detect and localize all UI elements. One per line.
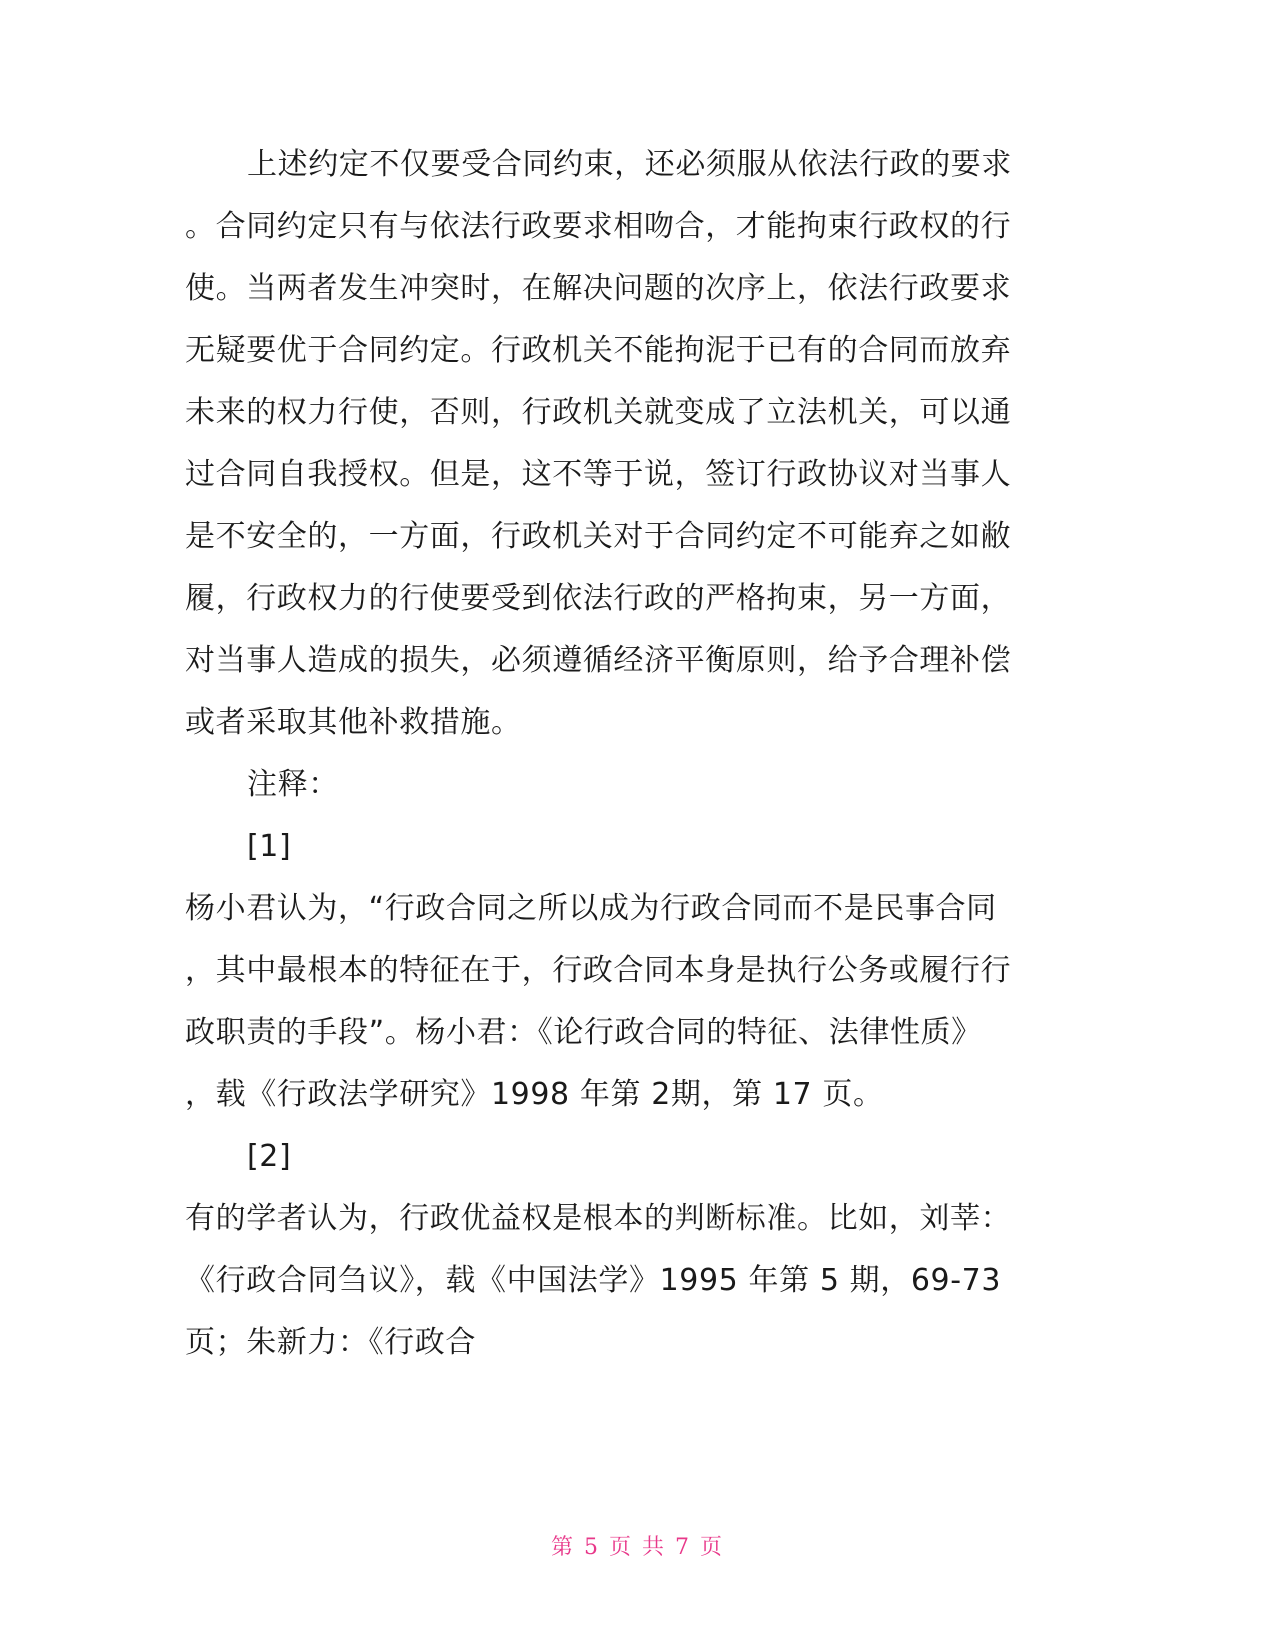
note-line: 页；朱新力：《行政合 xyxy=(185,1325,476,1360)
paragraph-line: 。合同约定只有与依法行政要求相吻合，才能拘束行政权的行 xyxy=(185,209,1012,244)
note-line: 《行政合同刍议》，载《中国法学》1995 年第 5 期，69-73 xyxy=(185,1263,1002,1298)
paragraph-line: 过合同自我授权。但是，这不等于说，签订行政协议对当事人 xyxy=(185,457,1012,492)
paragraph-line: 或者采取其他补救措施。 xyxy=(185,705,522,740)
note-line: 政职责的手段”。杨小君：《论行政合同的特征、法律性质》 xyxy=(185,1015,982,1050)
paragraph-line: 对当事人造成的损失，必须遵循经济平衡原则，给予合理补偿 xyxy=(185,643,1012,678)
paragraph-line: 使。当两者发生冲突时，在解决问题的次序上，依法行政要求 xyxy=(185,271,1012,306)
note-marker: [2] xyxy=(247,1139,292,1174)
note-line: ，载《行政法学研究》1998 年第 2期，第 17 页。 xyxy=(185,1077,884,1112)
notes-heading: 注释： xyxy=(247,767,339,802)
note-line: 有的学者认为，行政优益权是根本的判断标准。比如，刘莘： xyxy=(185,1201,1012,1236)
paragraph-line: 是不安全的，一方面，行政机关对于合同约定不可能弃之如敝 xyxy=(185,519,1012,554)
note-line: ，其中最根本的特征在于，行政合同本身是执行公务或履行行 xyxy=(185,953,1012,988)
paragraph-line: 履，行政权力的行使要受到依法行政的严格拘束，另一方面， xyxy=(185,581,1012,616)
paragraph-line: 无疑要优于合同约定。行政机关不能拘泥于已有的合同而放弃 xyxy=(185,333,1012,368)
paragraph-line: 上述约定不仅要受合同约束，还必须服从依法行政的要求 xyxy=(247,147,1012,182)
note-line: 杨小君认为，“行政合同之所以成为行政合同而不是民事合同 xyxy=(185,891,997,926)
paragraph-line: 未来的权力行使，否则，行政机关就变成了立法机关，可以通 xyxy=(185,395,1012,430)
note-marker: [1] xyxy=(247,829,292,864)
page-number-footer: 第 5 页 共 7 页 xyxy=(551,1535,724,1560)
